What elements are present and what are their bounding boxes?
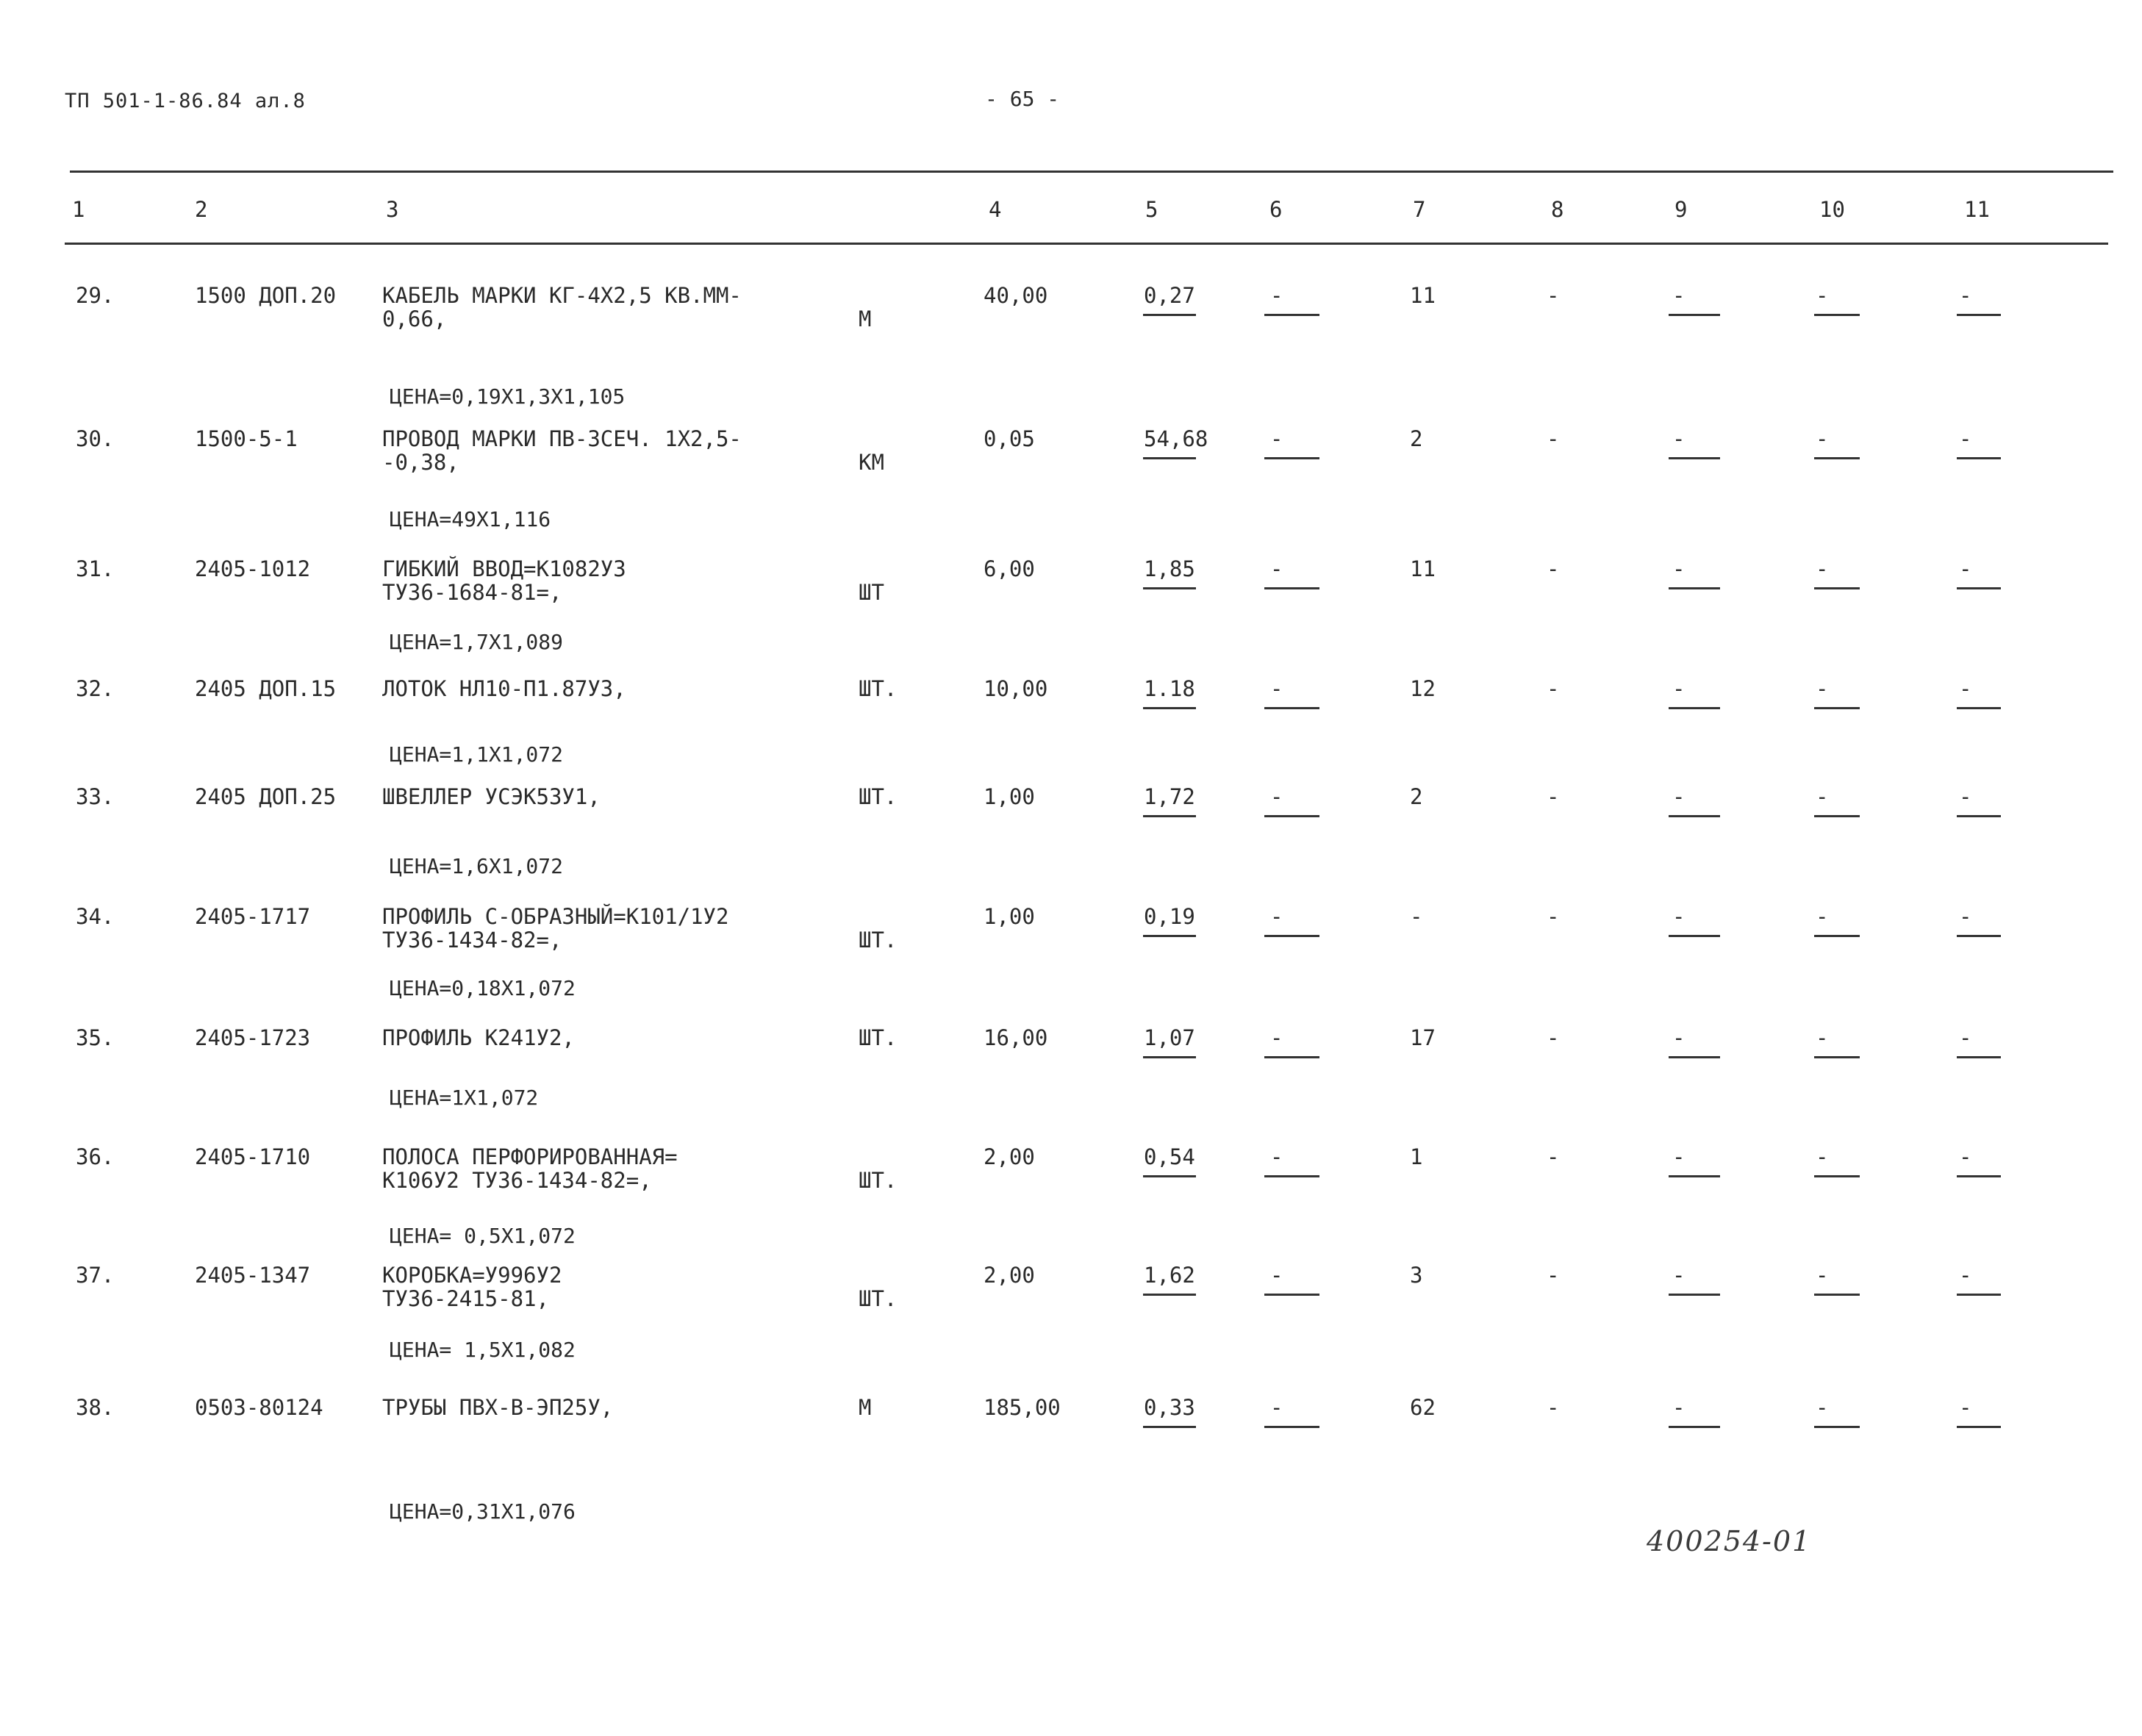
item-name-line: ШВЕЛЛЕР УСЭК53У1, (382, 784, 601, 809)
col-header-7: 7 (1413, 197, 1426, 222)
col-9-value: - (1672, 426, 1686, 451)
price-formula: ЦЕНА=0,18Х1,072 (390, 976, 576, 1000)
col-7-value: 11 (1410, 556, 1436, 581)
item-name-line: ПРОВОД МАРКИ ПВ-3СЕЧ. 1Х2,5- (382, 426, 742, 451)
price-formula: ЦЕНА= 1,5Х1,082 (390, 1338, 576, 1362)
inventory-stamp: 400254-01 (1647, 1525, 1812, 1557)
col-11-value: - (1959, 283, 1972, 308)
price-formula: ЦЕНА=1,6Х1,072 (390, 854, 564, 878)
underline-stroke (1264, 314, 1319, 316)
underline-stroke (1143, 1426, 1196, 1428)
underline-stroke (1814, 314, 1860, 316)
unit: М (859, 306, 872, 331)
row-number: 38. (76, 1395, 115, 1420)
unit-price: 1,62 (1144, 1263, 1195, 1288)
item-name-line: ТУ36-1434-82=, (382, 928, 562, 953)
header-top-rule (70, 171, 2113, 173)
underline-stroke (1814, 935, 1860, 937)
col-9-value: - (1672, 283, 1686, 308)
col-7-value: 11 (1410, 283, 1436, 308)
col-6-value: - (1270, 676, 1283, 701)
col-11-value: - (1959, 1263, 1972, 1288)
unit: ШТ (859, 580, 884, 605)
underline-stroke (1264, 1056, 1319, 1058)
underline-stroke (1264, 587, 1319, 589)
underline-stroke (1957, 457, 2001, 459)
col-8-value: - (1547, 1395, 1560, 1420)
col-9-value: - (1672, 1025, 1686, 1050)
col-10-value: - (1816, 1263, 1829, 1288)
col-6-value: - (1270, 556, 1283, 581)
underline-stroke (1143, 1175, 1196, 1177)
underline-stroke (1669, 1056, 1720, 1058)
row-number: 35. (76, 1025, 115, 1050)
col-11-value: - (1959, 1144, 1972, 1169)
item-code: 1500 ДОП.20 (195, 283, 337, 308)
col-8-value: - (1547, 1144, 1560, 1169)
underline-stroke (1669, 707, 1720, 709)
row-number: 31. (76, 556, 115, 581)
price-formula: ЦЕНА=1,7Х1,089 (390, 630, 564, 654)
col-header-1: 1 (72, 197, 85, 222)
underline-stroke (1814, 587, 1860, 589)
col-9-value: - (1672, 1144, 1686, 1169)
header-bottom-rule (65, 243, 2108, 245)
underline-stroke (1264, 1175, 1319, 1177)
underline-stroke (1264, 815, 1319, 817)
unit-price: 1,07 (1144, 1025, 1195, 1050)
col-11-value: - (1959, 1025, 1972, 1050)
price-formula: ЦЕНА=0,19Х1,3Х1,105 (390, 384, 626, 409)
col-9-value: - (1672, 556, 1686, 581)
col-header-10: 10 (1819, 197, 1845, 222)
underline-stroke (1143, 935, 1196, 937)
unit: М (859, 1395, 872, 1420)
item-code: 1500-5-1 (195, 426, 298, 451)
col-8-value: - (1547, 556, 1560, 581)
item-code: 2405-1710 (195, 1144, 311, 1169)
col-9-value: - (1672, 676, 1686, 701)
underline-stroke (1814, 1056, 1860, 1058)
col-8-value: - (1547, 1263, 1560, 1288)
underline-stroke (1669, 457, 1720, 459)
underline-stroke (1814, 1426, 1860, 1428)
col-7-value: 2 (1410, 784, 1423, 809)
underline-stroke (1143, 707, 1196, 709)
unit: ШТ. (859, 1025, 898, 1050)
row-number: 32. (76, 676, 115, 701)
underline-stroke (1957, 587, 2001, 589)
col-6-value: - (1270, 1025, 1283, 1050)
row-number: 30. (76, 426, 115, 451)
underline-stroke (1264, 707, 1319, 709)
unit-price: 0,19 (1144, 904, 1195, 929)
col-6-value: - (1270, 1144, 1283, 1169)
quantity: 1,00 (984, 784, 1035, 809)
col-6-value: - (1270, 904, 1283, 929)
col-8-value: - (1547, 784, 1560, 809)
col-7-value: 3 (1410, 1263, 1423, 1288)
underline-stroke (1669, 587, 1720, 589)
item-name-line: -0,38, (382, 450, 459, 475)
underline-stroke (1143, 1056, 1196, 1058)
col-11-value: - (1959, 676, 1972, 701)
col-header-5: 5 (1145, 197, 1158, 222)
col-8-value: - (1547, 283, 1560, 308)
item-code: 2405-1723 (195, 1025, 311, 1050)
col-6-value: - (1270, 426, 1283, 451)
item-name-line: ПРОФИЛЬ С-ОБРАЗНЫЙ=К101/1У2 (382, 904, 729, 929)
col-header-2: 2 (195, 197, 208, 222)
col-10-value: - (1816, 1144, 1829, 1169)
col-7-value: 2 (1410, 426, 1423, 451)
unit: КМ (859, 450, 884, 475)
underline-stroke (1957, 1056, 2001, 1058)
unit-price: 0,54 (1144, 1144, 1195, 1169)
col-10-value: - (1816, 556, 1829, 581)
col-10-value: - (1816, 426, 1829, 451)
row-number: 33. (76, 784, 115, 809)
col-header-3: 3 (386, 197, 399, 222)
col-7-value: - (1410, 904, 1423, 929)
underline-stroke (1669, 314, 1720, 316)
price-formula: ЦЕНА=0,31Х1,076 (390, 1499, 576, 1524)
underline-stroke (1669, 935, 1720, 937)
quantity: 1,00 (984, 904, 1035, 929)
row-number: 36. (76, 1144, 115, 1169)
col-9-value: - (1672, 904, 1686, 929)
col-header-11: 11 (1964, 197, 1990, 222)
item-code: 0503-80124 (195, 1395, 323, 1420)
underline-stroke (1814, 1294, 1860, 1296)
underline-stroke (1143, 457, 1196, 459)
col-11-value: - (1959, 1395, 1972, 1420)
underline-stroke (1814, 815, 1860, 817)
underline-stroke (1957, 314, 2001, 316)
col-header-4: 4 (989, 197, 1002, 222)
col-9-value: - (1672, 784, 1686, 809)
item-code: 2405-1347 (195, 1263, 311, 1288)
unit: ШТ. (859, 784, 898, 809)
col-11-value: - (1959, 556, 1972, 581)
quantity: 2,00 (984, 1144, 1035, 1169)
col-header-8: 8 (1551, 197, 1564, 222)
underline-stroke (1264, 1426, 1319, 1428)
underline-stroke (1669, 1175, 1720, 1177)
quantity: 0,05 (984, 426, 1035, 451)
col-11-value: - (1959, 426, 1972, 451)
col-9-value: - (1672, 1395, 1686, 1420)
underline-stroke (1143, 815, 1196, 817)
col-9-value: - (1672, 1263, 1686, 1288)
underline-stroke (1143, 587, 1196, 589)
underline-stroke (1814, 457, 1860, 459)
quantity: 40,00 (984, 283, 1048, 308)
col-6-value: - (1270, 1263, 1283, 1288)
unit: ШТ. (859, 1286, 898, 1311)
item-name-line: ПОЛОСА ПЕРФОРИРОВАННАЯ= (382, 1144, 678, 1169)
underline-stroke (1957, 1175, 2001, 1177)
underline-stroke (1669, 1426, 1720, 1428)
col-10-value: - (1816, 1395, 1829, 1420)
document-code: ТП 501-1-86.84 ал.8 (65, 90, 306, 112)
col-6-value: - (1270, 1395, 1283, 1420)
quantity: 2,00 (984, 1263, 1035, 1288)
underline-stroke (1957, 1294, 2001, 1296)
unit-price: 1,85 (1144, 556, 1195, 581)
underline-stroke (1264, 457, 1319, 459)
unit-price: 54,68 (1144, 426, 1208, 451)
col-7-value: 1 (1410, 1144, 1423, 1169)
price-formula: ЦЕНА=49Х1,116 (390, 507, 551, 531)
unit: ШТ. (859, 676, 898, 701)
quantity: 6,00 (984, 556, 1035, 581)
item-name-line: ПРОФИЛЬ К241У2, (382, 1025, 575, 1050)
row-number: 34. (76, 904, 115, 929)
item-name-line: ЛОТОК НЛ10-П1.87У3, (382, 676, 626, 701)
underline-stroke (1957, 1426, 2001, 1428)
underline-stroke (1814, 707, 1860, 709)
item-code: 2405 ДОП.15 (195, 676, 337, 701)
item-name-line: ТРУБЫ ПВХ-В-ЭП25У, (382, 1395, 614, 1420)
underline-stroke (1264, 1294, 1319, 1296)
underline-stroke (1669, 1294, 1720, 1296)
item-code: 2405 ДОП.25 (195, 784, 337, 809)
item-name-line: ТУ36-2415-81, (382, 1286, 549, 1311)
quantity: 185,00 (984, 1395, 1061, 1420)
underline-stroke (1143, 314, 1196, 316)
unit-price: 0,33 (1144, 1395, 1195, 1420)
price-formula: ЦЕНА= 0,5Х1,072 (390, 1224, 576, 1248)
underline-stroke (1957, 935, 2001, 937)
underline-stroke (1264, 935, 1319, 937)
unit: ШТ. (859, 1168, 898, 1193)
underline-stroke (1669, 815, 1720, 817)
col-7-value: 62 (1410, 1395, 1436, 1420)
unit-price: 1.18 (1144, 676, 1195, 701)
item-name-line: КАБЕЛЬ МАРКИ КГ-4Х2,5 КВ.ММ- (382, 283, 742, 308)
col-6-value: - (1270, 784, 1283, 809)
quantity: 10,00 (984, 676, 1048, 701)
quantity: 16,00 (984, 1025, 1048, 1050)
col-10-value: - (1816, 1025, 1829, 1050)
col-7-value: 12 (1410, 676, 1436, 701)
item-name-line: 0,66, (382, 306, 447, 331)
price-formula: ЦЕНА=1Х1,072 (390, 1086, 539, 1110)
row-number: 29. (76, 283, 115, 308)
col-header-9: 9 (1674, 197, 1688, 222)
col-8-value: - (1547, 426, 1560, 451)
col-header-6: 6 (1269, 197, 1283, 222)
col-10-value: - (1816, 283, 1829, 308)
col-10-value: - (1816, 784, 1829, 809)
item-name-line: КОРОБКА=У996У2 (382, 1263, 562, 1288)
col-10-value: - (1816, 904, 1829, 929)
page-number: - 65 - (985, 87, 1060, 111)
item-name-line: ТУ36-1684-81=, (382, 580, 562, 605)
col-8-value: - (1547, 676, 1560, 701)
item-name-line: ГИБКИЙ ВВОД=К1082У3 (382, 556, 626, 581)
underline-stroke (1143, 1294, 1196, 1296)
price-formula: ЦЕНА=1,1Х1,072 (390, 742, 564, 767)
col-8-value: - (1547, 904, 1560, 929)
underline-stroke (1957, 707, 2001, 709)
item-name-line: К106У2 ТУ36-1434-82=, (382, 1168, 652, 1193)
unit: ШТ. (859, 928, 898, 953)
item-code: 2405-1012 (195, 556, 311, 581)
col-6-value: - (1270, 283, 1283, 308)
col-11-value: - (1959, 784, 1972, 809)
col-8-value: - (1547, 1025, 1560, 1050)
unit-price: 1,72 (1144, 784, 1195, 809)
unit-price: 0,27 (1144, 283, 1195, 308)
item-code: 2405-1717 (195, 904, 311, 929)
col-10-value: - (1816, 676, 1829, 701)
col-11-value: - (1959, 904, 1972, 929)
underline-stroke (1814, 1175, 1860, 1177)
underline-stroke (1957, 815, 2001, 817)
row-number: 37. (76, 1263, 115, 1288)
col-7-value: 17 (1410, 1025, 1436, 1050)
